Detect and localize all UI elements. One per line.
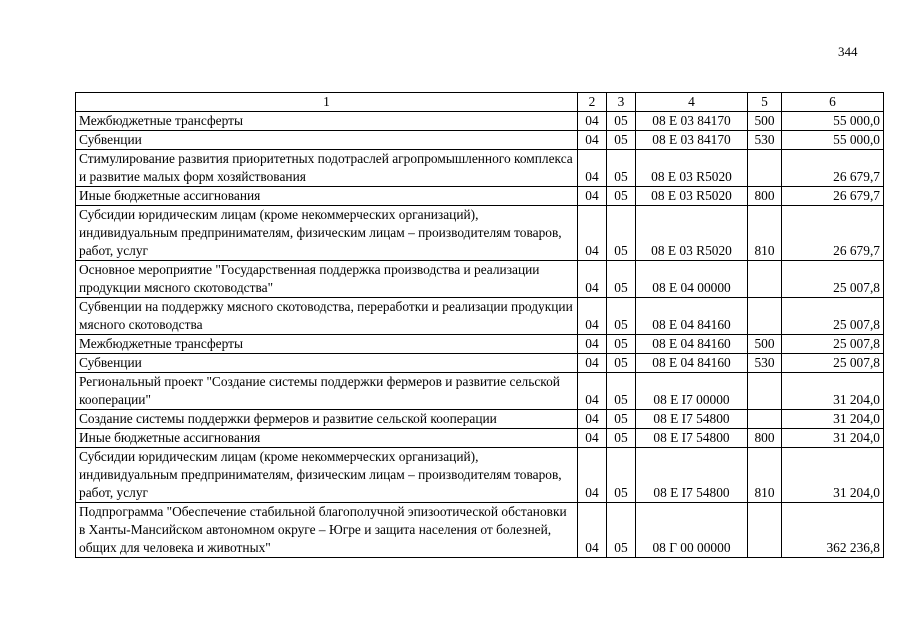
table-body	[76, 112, 884, 558]
header-col-4: 4	[636, 93, 748, 112]
row-amount-cell: 25 007,8	[782, 298, 884, 335]
table-row	[76, 429, 884, 448]
row-amount-cell: 25 007,8	[782, 354, 884, 373]
row-target-code-cell: 08 Е 03 R5020	[636, 206, 748, 261]
row-section-cell: 04	[578, 206, 607, 261]
row-expense-type-cell: 810	[748, 206, 782, 261]
row-section-cell: 04	[578, 150, 607, 187]
row-section-cell: 04	[578, 448, 607, 503]
row-section-cell: 04	[578, 261, 607, 298]
row-amount-cell: 31 204,0	[782, 373, 884, 410]
row-section-cell: 04	[578, 131, 607, 150]
row-section-cell: 04	[578, 298, 607, 335]
row-target-code-cell: 08 Е I7 54800	[636, 429, 748, 448]
row-expense-type-cell	[748, 410, 782, 429]
row-name-cell: Основное мероприятие "Государственная поддержка производства и реализации продукции мясного скотоводства"	[76, 261, 578, 298]
row-subsection-cell: 05	[607, 410, 636, 429]
row-section-cell: 04	[578, 354, 607, 373]
row-amount-cell: 26 679,7	[782, 150, 884, 187]
row-name-cell: Иные бюджетные ассигнования	[76, 429, 578, 448]
row-subsection-cell: 05	[607, 131, 636, 150]
row-name-cell: Создание системы поддержки фермеров и развитие сельской кооперации	[76, 410, 578, 429]
row-section-cell: 04	[578, 503, 607, 558]
row-amount-cell: 55 000,0	[782, 112, 884, 131]
row-amount-cell: 362 236,8	[782, 503, 884, 558]
row-target-code-cell: 08 Е 04 84160	[636, 335, 748, 354]
row-expense-type-cell: 530	[748, 354, 782, 373]
header-col-1: 1	[76, 93, 578, 112]
row-section-cell: 04	[578, 187, 607, 206]
row-subsection-cell: 05	[607, 503, 636, 558]
row-subsection-cell: 05	[607, 112, 636, 131]
row-name-cell: Субвенции	[76, 131, 578, 150]
row-target-code-cell: 08 Е 04 00000	[636, 261, 748, 298]
row-target-code-cell: 08 Г 00 00000	[636, 503, 748, 558]
row-section-cell: 04	[578, 373, 607, 410]
row-expense-type-cell: 800	[748, 429, 782, 448]
row-amount-cell: 31 204,0	[782, 429, 884, 448]
table-row	[76, 503, 884, 558]
row-name-cell: Межбюджетные трансферты	[76, 112, 578, 131]
header-col-5: 5	[748, 93, 782, 112]
row-name-cell: Субвенции на поддержку мясного скотоводства, переработки и реализации продукции мясного скотоводства	[76, 298, 578, 335]
table-row	[76, 448, 884, 503]
row-amount-cell: 25 007,8	[782, 261, 884, 298]
row-target-code-cell: 08 Е 03 R5020	[636, 150, 748, 187]
row-name-cell: Субсидии юридическим лицам (кроме некоммерческих организаций), индивидуальным предпринимателям, физическим лицам – производителям товаров, работ, услуг	[76, 206, 578, 261]
row-subsection-cell: 05	[607, 206, 636, 261]
row-amount-cell: 55 000,0	[782, 131, 884, 150]
table-row	[76, 187, 884, 206]
row-amount-cell: 31 204,0	[782, 448, 884, 503]
row-expense-type-cell	[748, 298, 782, 335]
table-row	[76, 206, 884, 261]
row-expense-type-cell: 500	[748, 335, 782, 354]
row-name-cell: Стимулирование развития приоритетных подотраслей агропромышленного комплекса и развитие малых форм хозяйствования	[76, 150, 578, 187]
header-col-6: 6	[782, 93, 884, 112]
header-col-3: 3	[607, 93, 636, 112]
table-row	[76, 131, 884, 150]
budget-table	[75, 92, 884, 558]
row-section-cell: 04	[578, 112, 607, 131]
row-subsection-cell: 05	[607, 354, 636, 373]
row-subsection-cell: 05	[607, 448, 636, 503]
row-subsection-cell: 05	[607, 335, 636, 354]
page-number: 344	[838, 44, 858, 59]
row-subsection-cell: 05	[607, 187, 636, 206]
table-header-row	[76, 93, 884, 112]
row-target-code-cell: 08 Е 04 84160	[636, 298, 748, 335]
row-target-code-cell: 08 Е 03 84170	[636, 112, 748, 131]
row-expense-type-cell	[748, 150, 782, 187]
row-expense-type-cell: 810	[748, 448, 782, 503]
row-expense-type-cell	[748, 503, 782, 558]
row-target-code-cell: 08 Е I7 00000	[636, 373, 748, 410]
row-target-code-cell: 08 Е 03 84170	[636, 131, 748, 150]
row-subsection-cell: 05	[607, 261, 636, 298]
row-target-code-cell: 08 Е I7 54800	[636, 410, 748, 429]
row-name-cell: Региональный проект "Создание системы поддержки фермеров и развитие сельской кооперации"	[76, 373, 578, 410]
row-name-cell: Межбюджетные трансферты	[76, 335, 578, 354]
table-row	[76, 150, 884, 187]
row-target-code-cell: 08 Е 04 84160	[636, 354, 748, 373]
row-target-code-cell: 08 Е 03 R5020	[636, 187, 748, 206]
table-row	[76, 373, 884, 410]
table-row	[76, 335, 884, 354]
row-expense-type-cell	[748, 373, 782, 410]
row-amount-cell: 25 007,8	[782, 335, 884, 354]
row-name-cell: Субсидии юридическим лицам (кроме некоммерческих организаций), индивидуальным предпринимателям, физическим лицам – производителям товаров, работ, услуг	[76, 448, 578, 503]
row-target-code-cell: 08 Е I7 54800	[636, 448, 748, 503]
row-subsection-cell: 05	[607, 373, 636, 410]
row-name-cell: Подпрограмма "Обеспечение стабильной благополучной эпизоотической обстановки в Ханты-Мансийском автономном округе – Югре и защита населения от болезней, общих для человека и животных"	[76, 503, 578, 558]
row-subsection-cell: 05	[607, 298, 636, 335]
table-row	[76, 298, 884, 335]
row-amount-cell: 26 679,7	[782, 206, 884, 261]
row-section-cell: 04	[578, 335, 607, 354]
row-expense-type-cell	[748, 261, 782, 298]
row-amount-cell: 31 204,0	[782, 410, 884, 429]
row-amount-cell: 26 679,7	[782, 187, 884, 206]
row-section-cell: 04	[578, 429, 607, 448]
row-expense-type-cell: 500	[748, 112, 782, 131]
table-row	[76, 261, 884, 298]
row-expense-type-cell: 800	[748, 187, 782, 206]
row-subsection-cell: 05	[607, 150, 636, 187]
row-section-cell: 04	[578, 410, 607, 429]
table-row	[76, 112, 884, 131]
row-name-cell: Иные бюджетные ассигнования	[76, 187, 578, 206]
table-row	[76, 354, 884, 373]
row-expense-type-cell: 530	[748, 131, 782, 150]
row-name-cell: Субвенции	[76, 354, 578, 373]
row-subsection-cell: 05	[607, 429, 636, 448]
table-row	[76, 410, 884, 429]
header-col-2: 2	[578, 93, 607, 112]
